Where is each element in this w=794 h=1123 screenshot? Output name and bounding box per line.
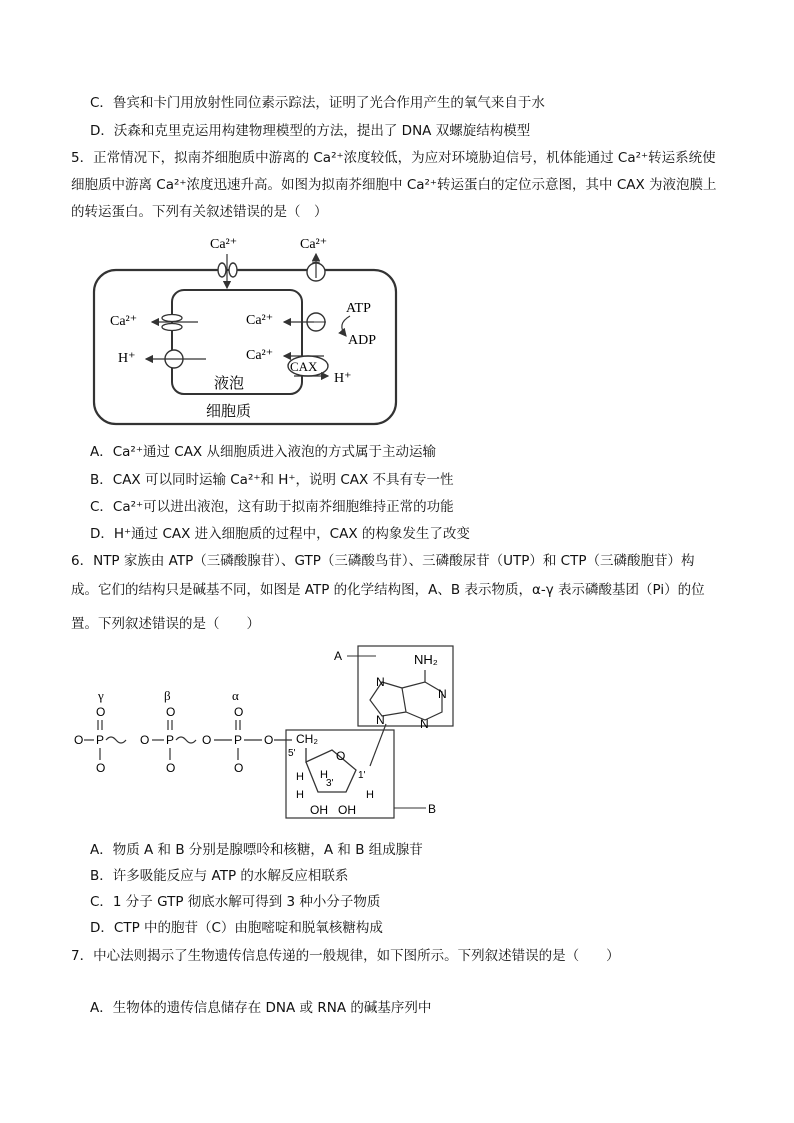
ca-channel-cell-2 — [229, 263, 237, 277]
ca-label-left: Ca²⁺ — [110, 314, 138, 329]
ch2-label: CH₂ — [296, 732, 318, 746]
q7-option-a: A．生物体的遗传信息储存在 DNA 或 RNA 的碱基序列中 — [90, 1000, 432, 1016]
nh2-label: NH₂ — [414, 652, 438, 667]
q5-option-a: A．Ca²⁺通过 CAX 从细胞质进入液泡的方式属于主动运输 — [90, 444, 436, 460]
q4-option-c: C．鲁宾和卡门用放射性同位素示踪法，证明了光合作用产生的氧气来自于水 — [90, 95, 545, 111]
atp-label: ATP — [346, 301, 371, 316]
q5-stem-line3: 的转运蛋白。下列有关叙述错误的是（ ） — [71, 204, 328, 220]
h-left2-label: H — [296, 789, 304, 801]
svg-text:O: O — [202, 733, 212, 747]
q5-option-d: D．H⁺通过 CAX 进入细胞质的过程中，CAX 的构象发生了改变 — [90, 526, 470, 542]
q6-stem-line3: 置。下列叙述错误的是（ ） — [71, 616, 260, 632]
svg-text:O: O — [166, 761, 176, 775]
alpha-label: α — [232, 688, 239, 703]
c1-label: 1' — [358, 770, 366, 781]
q5-option-c: C．Ca²⁺可以进出液泡，这有助于拟南芥细胞维持正常的功能 — [90, 499, 454, 515]
ca-channel-vacuole-top — [162, 315, 182, 322]
q6-option-c: C．1 分子 GTP 彻底水解可得到 3 种小分子物质 — [90, 894, 381, 910]
vacuole-label: 液泡 — [214, 374, 245, 392]
q5-stem-line1: 5．正常情况下，拟南芥细胞质中游离的 Ca²⁺浓度较低，为应对环境胁迫信号，机体能通过 Ca²⁺转运系统使 — [71, 150, 716, 166]
n7-label: N — [376, 675, 385, 689]
h-mid-label: H — [320, 769, 328, 781]
svg-text:O: O — [264, 733, 274, 747]
q5-option-b: B．CAX 可以同时运输 Ca²⁺和 H⁺，说明 CAX 不具有专一性 — [90, 472, 454, 488]
n3-label: N — [420, 717, 429, 731]
h-label-left: H⁺ — [118, 351, 136, 366]
atp-structure-figure — [70, 642, 460, 832]
svg-text:P: P — [96, 733, 105, 747]
calcium-transport-figure — [88, 232, 408, 430]
svg-text:O: O — [234, 761, 244, 775]
svg-text:O: O — [96, 705, 106, 719]
q6-option-b: B．许多吸能反应与 ATP 的水解反应相联系 — [90, 868, 349, 884]
ca-label-top-right: Ca²⁺ — [300, 237, 328, 252]
q7-stem: 7．中心法则揭示了生物遗传信息传递的一般规律，如下图所示。下列叙述错误的是（ ） — [71, 948, 620, 964]
oh-left-label: OH — [310, 803, 328, 817]
q6-stem-line2: 成。它们的结构只是碱基不同，如图是 ATP 的化学结构图，A、B 表示物质，α-γ 表示磷酸基团（Pi）的位 — [71, 582, 705, 598]
svg-text:P: P — [166, 733, 175, 747]
h-label-cax: H⁺ — [334, 371, 352, 386]
adp-label: ADP — [348, 333, 377, 348]
h-right-label: H — [366, 789, 374, 801]
beta-label: β — [164, 688, 171, 703]
c3-label: 3' — [326, 778, 334, 789]
label-a: A — [334, 649, 343, 663]
c5-label: 5' — [288, 748, 296, 759]
phosphate-alpha — [202, 705, 273, 775]
svg-text:O: O — [234, 705, 244, 719]
cax-label: CAX — [290, 359, 318, 374]
q6-option-a: A．物质 A 和 B 分别是腺嘌呤和核糖，A 和 B 组成腺苷 — [90, 842, 423, 858]
n1-label: N — [438, 687, 447, 701]
ca-label-cax: Ca²⁺ — [246, 348, 274, 363]
n9-label: N — [376, 713, 385, 727]
h-left-label: H — [296, 771, 304, 783]
svg-text:O: O — [74, 733, 84, 747]
q6-option-d: D．CTP 中的胞苷（C）由胞嘧啶和脱氧核糖构成 — [90, 920, 383, 936]
cytoplasm-label: 细胞质 — [206, 402, 252, 420]
svg-text:P: P — [234, 733, 243, 747]
ca-label-right: Ca²⁺ — [246, 313, 274, 328]
q4-option-d: D．沃森和克里克运用构建物理模型的方法，提出了 DNA 双螺旋结构模型 — [90, 123, 531, 139]
ca-label-top-left: Ca²⁺ — [210, 237, 238, 252]
svg-text:O: O — [166, 705, 176, 719]
ca-channel-cell — [218, 263, 226, 277]
q5-stem-line2: 细胞质中游离 Ca²⁺浓度迅速升高。如图为拟南芥细胞中 Ca²⁺转运蛋白的定位示意图，其中 CAX 为液泡膜上 — [71, 177, 717, 193]
svg-text:O: O — [96, 761, 106, 775]
q6-stem-line1: 6．NTP 家族由 ATP（三磷酸腺苷）、GTP（三磷酸鸟苷）、三磷酸尿苷（UTP）和 CTP（三磷酸胞苷）构 — [71, 553, 695, 569]
svg-text:O: O — [140, 733, 150, 747]
oh-right-label: OH — [338, 803, 356, 817]
label-b: B — [428, 802, 437, 816]
ring-o-label: O — [336, 749, 346, 763]
ca-channel-vacuole-bottom — [162, 324, 182, 331]
gamma-label: γ — [98, 688, 104, 703]
